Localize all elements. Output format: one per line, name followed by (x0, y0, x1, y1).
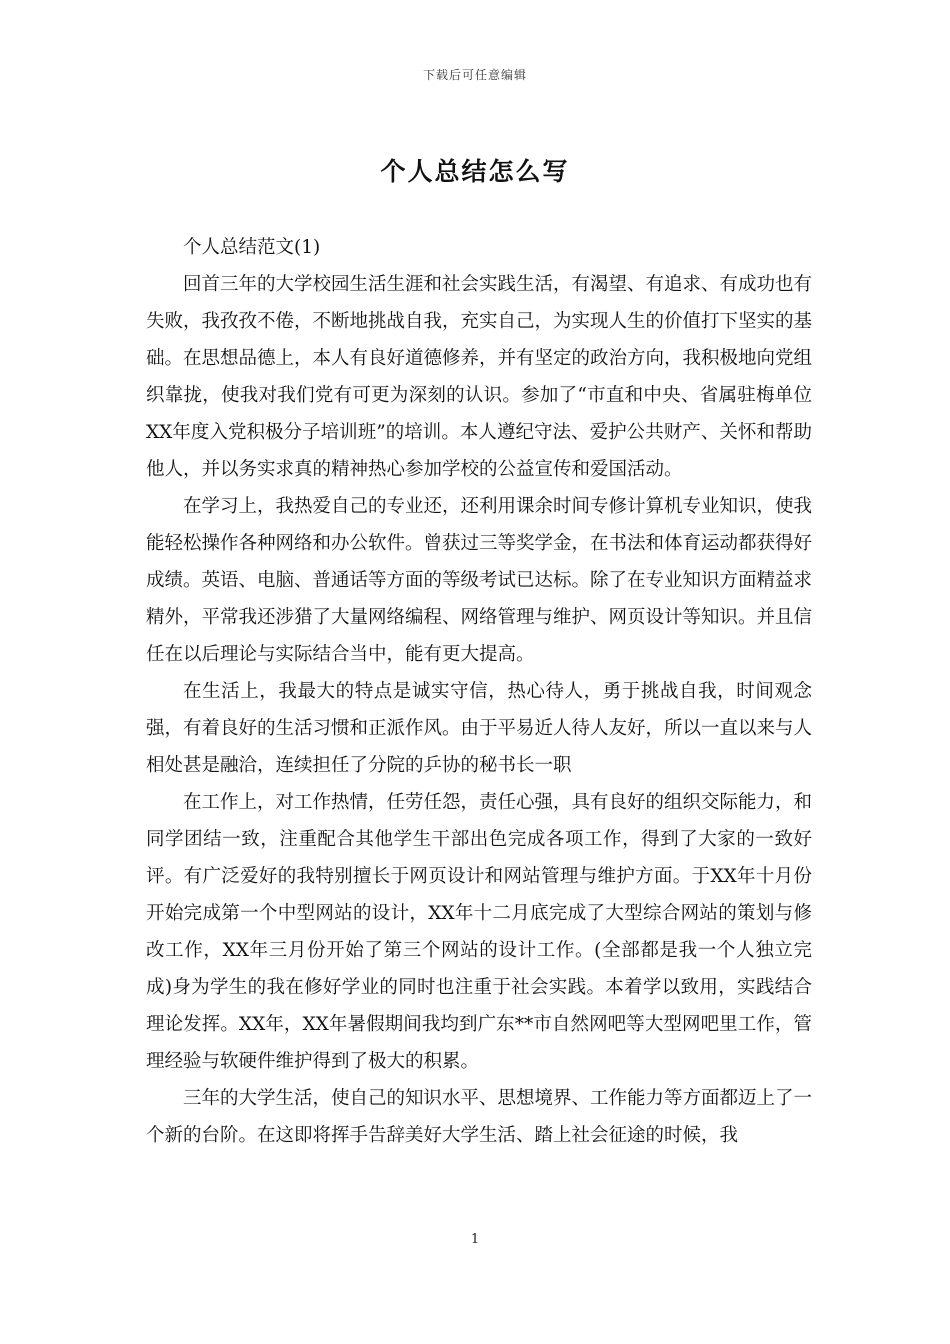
paragraph-1: 回首三年的大学校园生活生涯和社会实践生活，有渴望、有追求、有成功也有失败，我孜孜不倦，不断地挑战自我，充实自己，为实现人生的价值打下坚实的基础。在思想品德上，本人有良好道德修养，并有坚定的政治方向，我积极地向党组织靠拢，使我对我们党有可更为深刻的认识。参加了“市直和中央、省属驻梅单位XX年度入党积极分子培训班”的培训。本人遵纪守法、爱护公共财产、关怀和帮助他人，并以务实求真的精神热心参加学校的公益宣传和爱国活动。 (146, 274, 813, 480)
paragraph-3: 在生活上，我最大的特点是诚实守信，热心待人，勇于挑战自我，时间观念强，有着良好的生活习惯和正派作风。由于平易近人待人友好，所以一直以来与人相处甚是融洽，连续担任了分院的乒协的秘书长一职 (146, 681, 813, 776)
paragraph-2: 在学习上，我热爱自己的专业还，还利用课余时间专修计算机专业知识，使我能轻松操作各种网络和办公软件。曾获过三等奖学金，在书法和体育运动都获得好成绩。英语、电脑、普通话等方面的等级考试已达标。除了在专业知识方面精益求精外，平常我还涉猎了大量网络编程、网络管理与维护、网页设计等知识。并且信任在以后理论与实际结合当中，能有更大提高。 (146, 496, 813, 665)
document-body (146, 229, 812, 1154)
section-subtitle: 个人总结范文(1) (183, 237, 321, 258)
paragraph-5: 三年的大学生活，使自己的知识水平、思想境界、工作能力等方面都迈上了一个新的台阶。在这即将挥手告辞美好大学生活、踏上社会征途的时候，我 (146, 1088, 813, 1146)
paragraph-4: 在工作上，对工作热情，任劳任怨，责任心强，具有良好的组织交际能力，和同学团结一致，注重配合其他学生干部出色完成各项工作，得到了大家的一致好评。有广泛爱好的我特别擅长于网页设计和网站管理与维护方面。于XX年十月份开始完成第一个中型网站的设计，XX年十二月底完成了大型综合网站的策划与修改工作，XX年三月份开始了第三个网站的设计工作。(全部都是我一个人独立完成)身为学生的我在修好学业的同时也注重于社会实践。本着学以致用，实践结合理论发挥。XX年，XX年暑假期间我均到广东**市自然网吧等大型网吧里工作，管理经验与软硬件维护得到了极大的积累。 (146, 792, 813, 1072)
document-title: 个人总结怎么写 (380, 157, 570, 186)
page-number: 1 (470, 1232, 480, 1247)
header-note: 下载后可任意编辑 (422, 68, 527, 82)
